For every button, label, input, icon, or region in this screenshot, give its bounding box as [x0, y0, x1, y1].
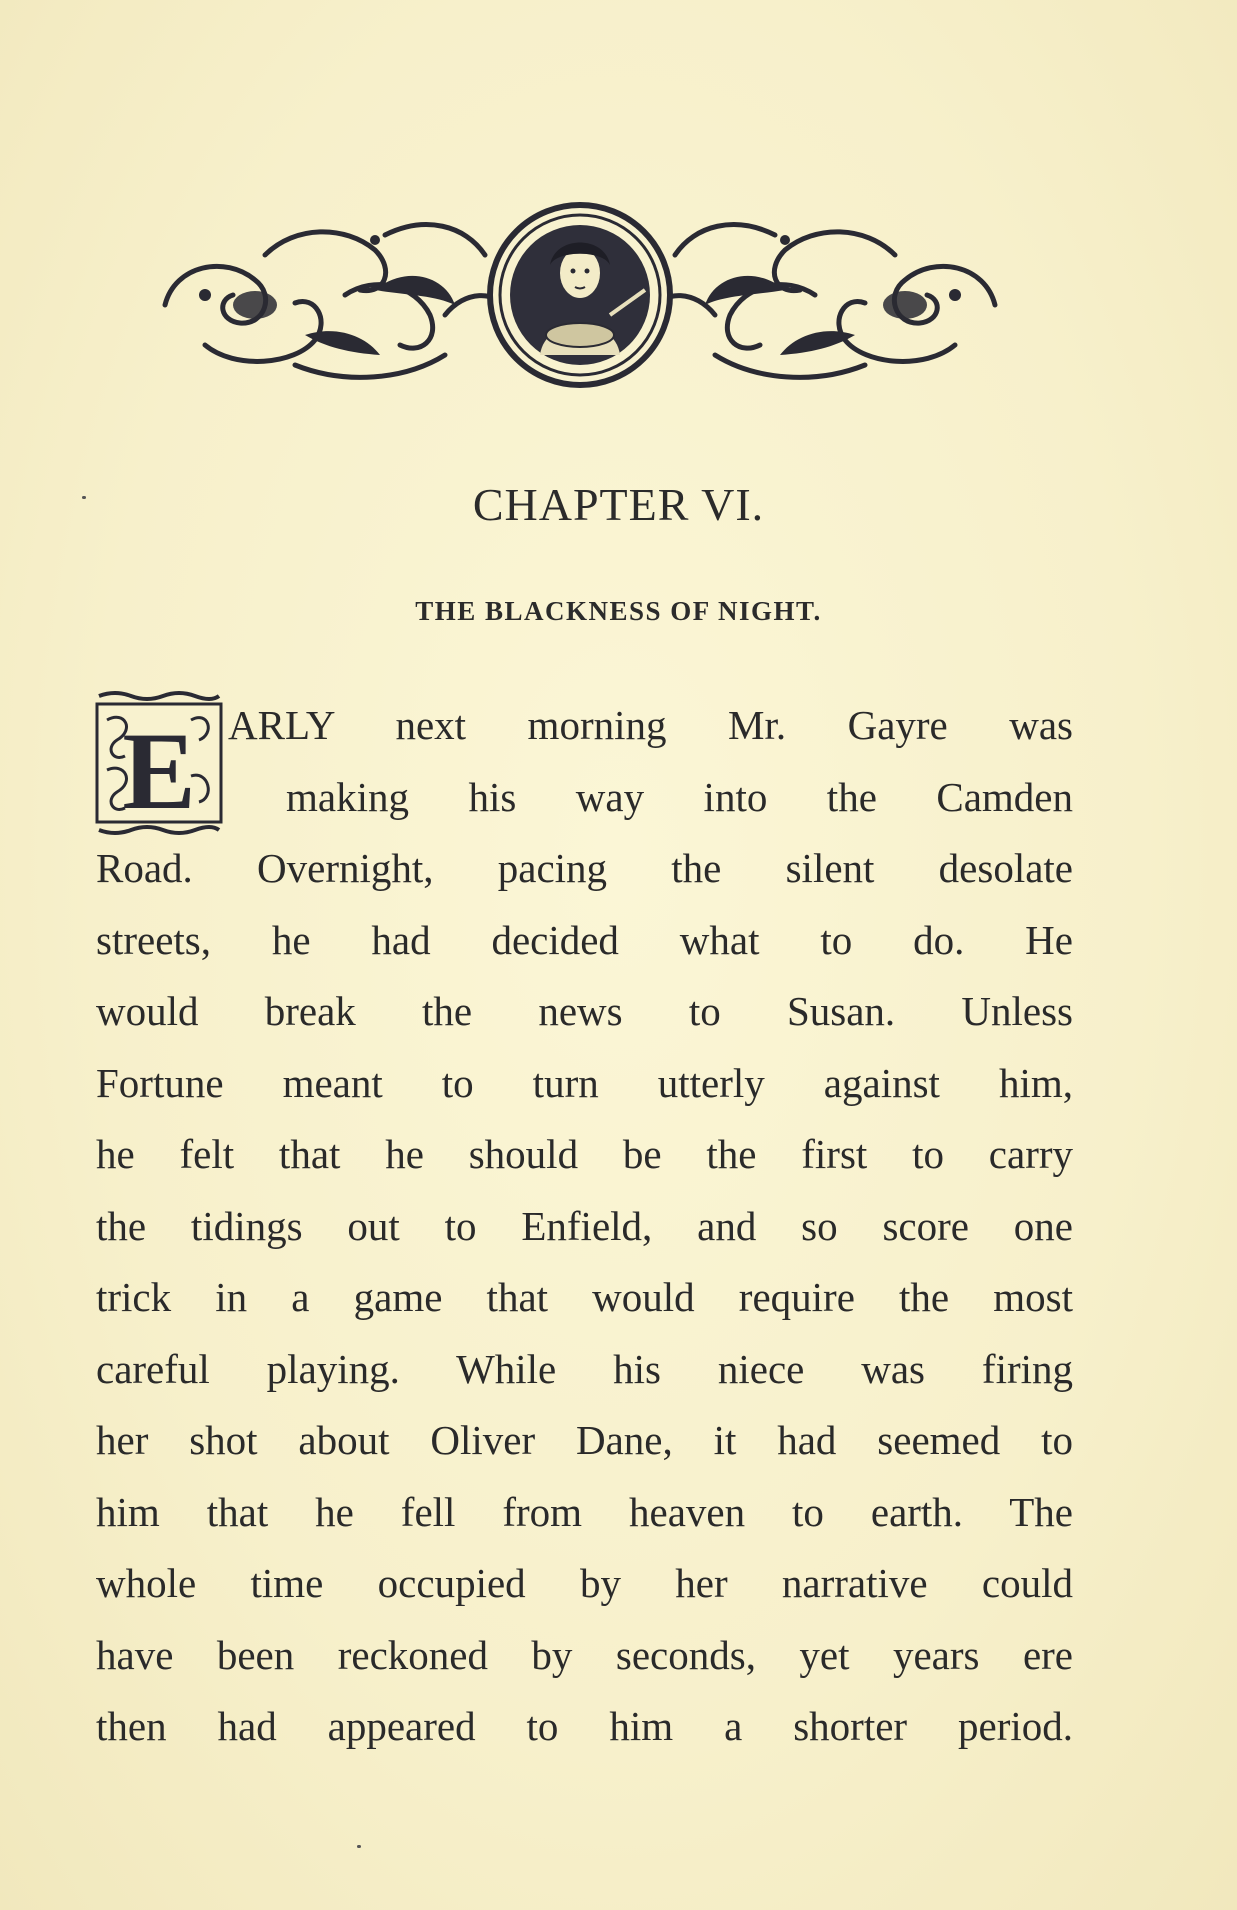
text-line: making his way into the Camden: [286, 773, 1073, 820]
text-line: him that he fell from heaven to earth. The: [96, 1488, 1073, 1535]
drop-cap-letter: E: [122, 710, 196, 832]
text-line: then had appeared to him a shorter period.: [96, 1703, 1073, 1749]
text-line: he felt that he should be the first to carry: [96, 1131, 1073, 1177]
body-text: [96, 690, 1073, 1763]
text-line: streets, he had decided what to do. He: [96, 916, 1073, 963]
text-line: trick in a game that would require the most: [96, 1274, 1073, 1320]
paper-speck: [357, 1845, 361, 1848]
chapter-title: CHAPTER VI.: [472, 479, 765, 530]
text-line: whole time occupied by her narrative could: [96, 1560, 1073, 1606]
chapter-subtitle: THE BLACKNESS OF NIGHT.: [415, 596, 822, 626]
text-line: her shot about Oliver Dane, it had seemed to: [96, 1417, 1073, 1463]
text-line: have been reckoned by seconds, yet years ere: [96, 1631, 1073, 1678]
text-line: the tidings out to Enfield, and so score one: [96, 1202, 1073, 1249]
headpiece-ornament-icon: [145, 195, 1015, 405]
text-line: Fortune meant to turn utterly against him,: [96, 1059, 1073, 1106]
text-line: Road. Overnight, pacing the silent desolate: [96, 845, 1073, 891]
paper-speck: [82, 496, 86, 499]
text-line: would break the news to Susan. Unless: [96, 988, 1073, 1034]
text-line: ARLY next morning Mr. Gayre was: [228, 702, 1073, 748]
text-line: careful playing. While his niece was firing: [96, 1345, 1073, 1392]
